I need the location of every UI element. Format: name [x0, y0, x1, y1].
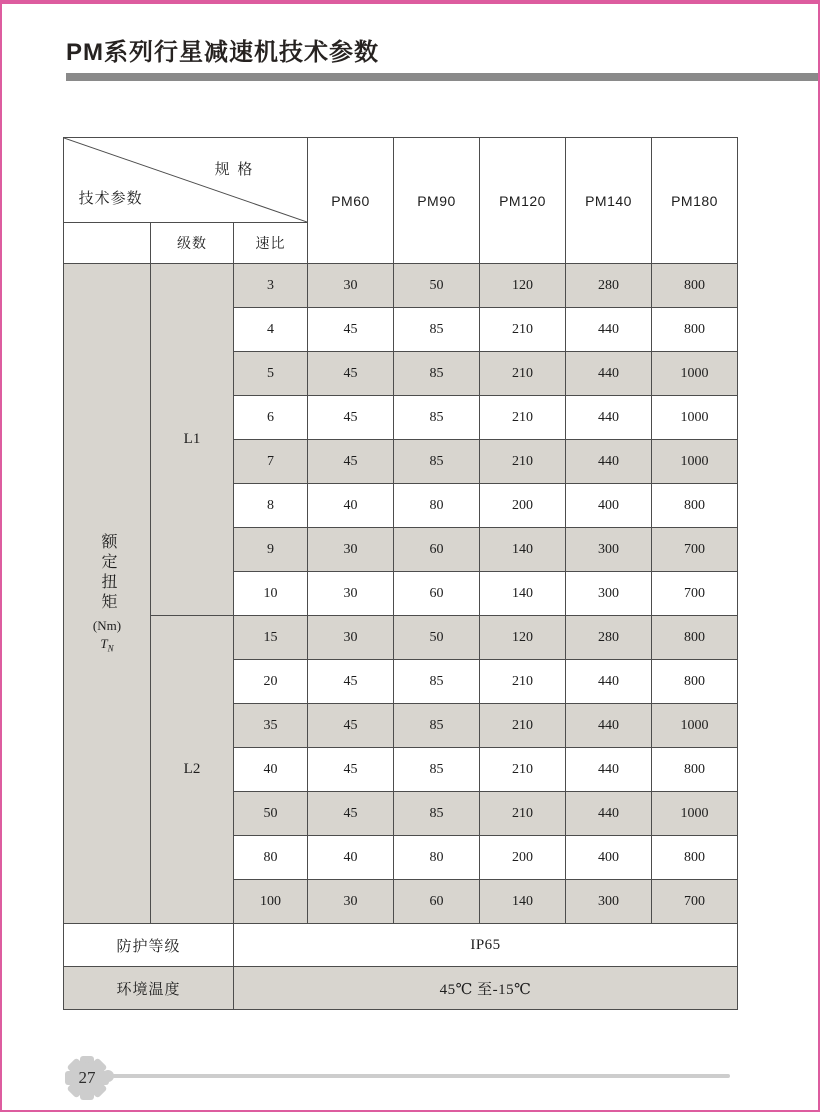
torque-value-cell: 85 — [394, 792, 480, 836]
table-corner-cell — [64, 138, 308, 223]
torque-value-cell: 30 — [308, 880, 394, 924]
torque-value-cell: 60 — [394, 572, 480, 616]
blank-header-cell — [64, 223, 151, 264]
torque-value-cell: 45 — [308, 748, 394, 792]
torque-value-cell: 280 — [566, 616, 652, 660]
torque-value-cell: 120 — [480, 264, 566, 308]
ratio-cell: 50 — [234, 792, 308, 836]
torque-value-cell: 45 — [308, 396, 394, 440]
torque-value-cell: 85 — [394, 440, 480, 484]
torque-value-cell: 440 — [566, 352, 652, 396]
torque-symbol: $T_N$ — [100, 636, 114, 654]
torque-value-cell: 85 — [394, 748, 480, 792]
torque-value-cell: 400 — [566, 836, 652, 880]
torque-value-cell: 85 — [394, 352, 480, 396]
ratio-cell: 7 — [234, 440, 308, 484]
column-header-pm180: PM180 — [652, 138, 738, 264]
torque-unit: (Nm) — [92, 618, 122, 634]
data-row — [64, 616, 738, 660]
ratio-cell: 35 — [234, 704, 308, 748]
torque-value-cell: 210 — [480, 440, 566, 484]
torque-value-cell: 440 — [566, 792, 652, 836]
torque-value-cell: 45 — [308, 440, 394, 484]
ratio-cell: 80 — [234, 836, 308, 880]
torque-value-cell: 50 — [394, 264, 480, 308]
torque-value-cell: 280 — [566, 264, 652, 308]
torque-value-cell: 120 — [480, 616, 566, 660]
torque-value-cell: 440 — [566, 704, 652, 748]
ratio-cell: 15 — [234, 616, 308, 660]
torque-value-cell: 700 — [652, 880, 738, 924]
torque-value-cell: 700 — [652, 528, 738, 572]
torque-value-cell: 85 — [394, 396, 480, 440]
ratio-cell: 40 — [234, 748, 308, 792]
ratio-cell: 100 — [234, 880, 308, 924]
ratio-cell: 4 — [234, 308, 308, 352]
torque-value-cell: 440 — [566, 396, 652, 440]
torque-value-cell: 400 — [566, 484, 652, 528]
ratio-header: 速比 — [234, 223, 308, 264]
spec-value: IP65 — [234, 924, 738, 967]
torque-value-cell: 200 — [480, 484, 566, 528]
spec-label: 环境温度 — [64, 967, 234, 1010]
torque-value-cell: 30 — [308, 264, 394, 308]
corner-label-params: 技术参数 — [78, 190, 143, 207]
torque-value-cell: 45 — [308, 792, 394, 836]
torque-value-cell: 440 — [566, 660, 652, 704]
stage-cell-l2: L2 — [151, 616, 234, 924]
torque-value-cell: 800 — [652, 264, 738, 308]
column-header-pm140: PM140 — [566, 138, 652, 264]
torque-value-cell: 45 — [308, 704, 394, 748]
column-header-pm90: PM90 — [394, 138, 480, 264]
torque-value-cell: 85 — [394, 704, 480, 748]
torque-value-cell: 210 — [480, 704, 566, 748]
torque-value-cell: 300 — [566, 528, 652, 572]
table-header-row-models — [64, 138, 738, 223]
column-header-pm60: PM60 — [308, 138, 394, 264]
torque-value-cell: 210 — [480, 792, 566, 836]
torque-value-cell: 45 — [308, 308, 394, 352]
torque-value-cell: 210 — [480, 308, 566, 352]
ratio-cell: 8 — [234, 484, 308, 528]
torque-value-cell: 800 — [652, 616, 738, 660]
ratio-cell: 3 — [234, 264, 308, 308]
stage-header: 级数 — [151, 223, 234, 264]
torque-value-cell: 440 — [566, 308, 652, 352]
corner-label-spec: 规 格 — [214, 162, 255, 179]
ratio-cell: 9 — [234, 528, 308, 572]
footer-rule-line — [112, 1074, 730, 1078]
torque-value-cell: 30 — [308, 528, 394, 572]
torque-value-cell: 80 — [394, 836, 480, 880]
torque-value-cell: 140 — [480, 880, 566, 924]
ratio-cell: 10 — [234, 572, 308, 616]
data-row — [64, 264, 738, 308]
torque-value-cell: 80 — [394, 484, 480, 528]
torque-value-cell: 210 — [480, 660, 566, 704]
torque-value-cell: 800 — [652, 748, 738, 792]
torque-value-cell: 45 — [308, 352, 394, 396]
torque-value-cell: 200 — [480, 836, 566, 880]
spec-value: 45℃ 至-15℃ — [234, 967, 738, 1010]
spec-row — [64, 924, 738, 967]
ratio-cell: 5 — [234, 352, 308, 396]
torque-value-cell: 800 — [652, 308, 738, 352]
diagonal-divider-line — [64, 138, 307, 222]
torque-value-cell: 85 — [394, 660, 480, 704]
torque-value-cell: 50 — [394, 616, 480, 660]
stage-cell-l1: L1 — [151, 264, 234, 616]
page-title: PM系列行星减速机技术参数 — [66, 39, 379, 66]
torque-value-cell: 300 — [566, 572, 652, 616]
torque-value-cell: 1000 — [652, 792, 738, 836]
torque-value-cell: 140 — [480, 572, 566, 616]
torque-label-vertical: 额定扭矩 — [99, 533, 116, 614]
torque-value-cell: 800 — [652, 660, 738, 704]
torque-value-cell: 700 — [652, 572, 738, 616]
torque-value-cell: 1000 — [652, 352, 738, 396]
torque-value-cell: 60 — [394, 880, 480, 924]
spec-row — [64, 967, 738, 1010]
spec-label: 防护等级 — [64, 924, 234, 967]
page-number: 27 — [78, 1068, 96, 1087]
torque-value-cell: 30 — [308, 572, 394, 616]
torque-value-cell: 1000 — [652, 704, 738, 748]
torque-value-cell: 1000 — [652, 440, 738, 484]
row-group-label-rated-torque — [64, 264, 151, 924]
torque-value-cell: 60 — [394, 528, 480, 572]
torque-value-cell: 30 — [308, 616, 394, 660]
ratio-cell: 6 — [234, 396, 308, 440]
torque-value-cell: 40 — [308, 484, 394, 528]
torque-value-cell: 440 — [566, 748, 652, 792]
torque-value-cell: 45 — [308, 660, 394, 704]
technical-parameters-table — [63, 137, 738, 1010]
torque-value-cell: 800 — [652, 484, 738, 528]
column-header-pm120: PM120 — [480, 138, 566, 264]
torque-value-cell: 140 — [480, 528, 566, 572]
torque-value-cell: 800 — [652, 836, 738, 880]
torque-value-cell: 85 — [394, 308, 480, 352]
title-underline-bar — [66, 73, 818, 81]
torque-value-cell: 300 — [566, 880, 652, 924]
torque-value-cell: 210 — [480, 396, 566, 440]
torque-value-cell: 210 — [480, 748, 566, 792]
ratio-cell: 20 — [234, 660, 308, 704]
torque-value-cell: 40 — [308, 836, 394, 880]
torque-value-cell: 1000 — [652, 396, 738, 440]
torque-value-cell: 210 — [480, 352, 566, 396]
torque-value-cell: 440 — [566, 440, 652, 484]
